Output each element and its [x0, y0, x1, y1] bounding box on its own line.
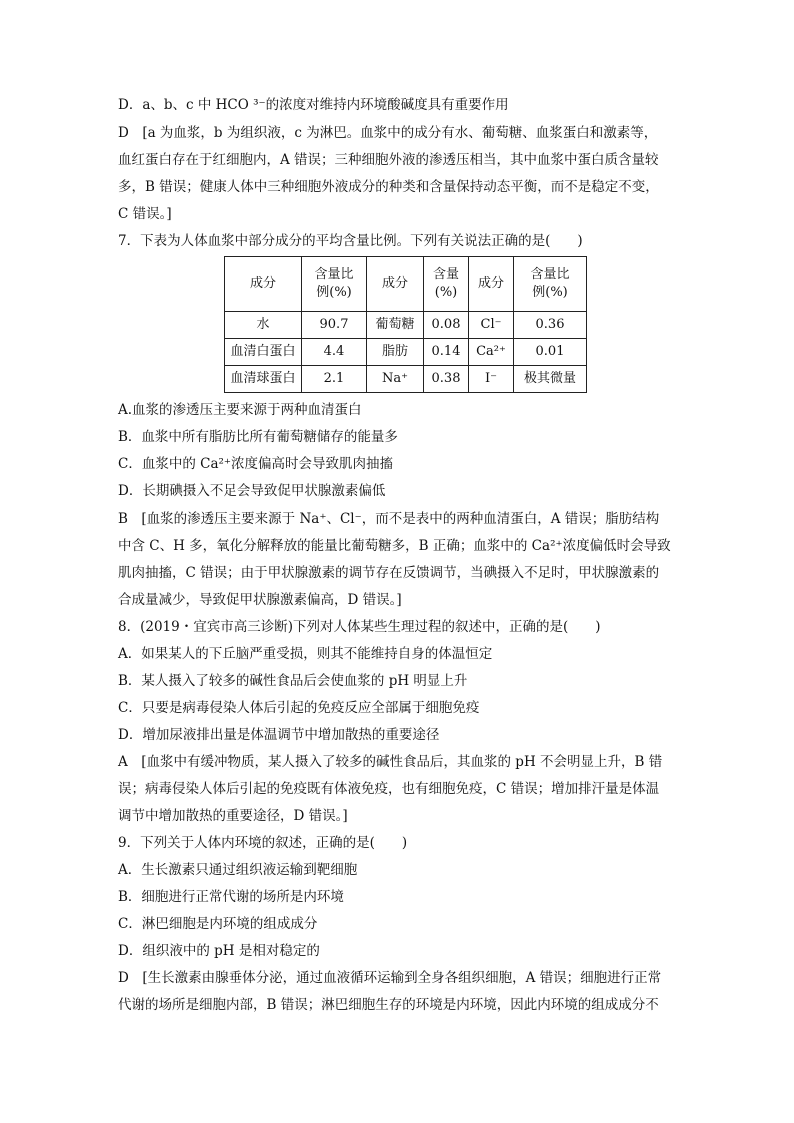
question-7: 7．下表为人体血浆中部分成分的平均含量比例。下列有关说法正确的是( ): [118, 233, 583, 249]
text-line: 多，B 错误；健康人体中三种细胞外液成分的种类和含量保持动态平衡，而不是稳定不变，: [118, 179, 659, 195]
answer-line: 代谢的场所是细胞内部，B 错误；淋巴细胞生存的环境是内环境，因此内环境的组成成分不: [118, 997, 659, 1013]
table-header-cell: 含量 (%): [424, 257, 469, 312]
plasma-composition-table: [224, 256, 587, 393]
table-header-cell: 成分: [367, 257, 424, 312]
table-header-row: [225, 257, 587, 312]
table-cell: 0.08: [424, 312, 469, 339]
answer-line: 肌肉抽搐，C 错误；由于甲状腺激素的调节存在反馈调节，当碘摄入不足时，甲状腺激素的: [118, 565, 660, 581]
table-row: [225, 366, 587, 393]
option-line: C．淋巴细胞是内环境的组成成分: [118, 916, 318, 932]
option-line: A.血浆的渗透压主要来源于两种血清蛋白: [118, 402, 362, 418]
table-header-cell: 成分: [469, 257, 514, 312]
table-header-cell: 成分: [225, 257, 302, 312]
table-cell: 0.01: [514, 339, 587, 366]
table-header-cell: 含量比 例(%): [514, 257, 587, 312]
table-row: [225, 339, 587, 366]
table-cell: 0.36: [514, 312, 587, 339]
answer-line: 合成量减少，导致促甲状腺激素偏高，D 错误。]: [118, 592, 402, 608]
table-cell: 90.7: [302, 312, 367, 339]
question-9: 9．下列关于人体内环境的叙述，正确的是( ): [118, 835, 408, 851]
option-line: C．血浆中的 Ca²⁺浓度偏高时会导致肌肉抽搐: [118, 456, 394, 472]
option-line: A．如果某人的下丘脑严重受损，则其不能维持自身的体温恒定: [118, 646, 493, 662]
table-cell: 0.14: [424, 339, 469, 366]
table-cell: 极其微量: [514, 366, 587, 393]
table-cell: 血清白蛋白: [225, 339, 302, 366]
option-line: B．血浆中所有脂肪比所有葡萄糖储存的能量多: [118, 429, 398, 445]
option-line: D．组织液中的 pH 是相对稳定的: [118, 943, 320, 959]
table-cell: 4.4: [302, 339, 367, 366]
answer-line: D [生长激素由腺垂体分泌，通过血液循环运输到全身各组织细胞，A 错误；细胞进行正常: [118, 970, 662, 986]
table-row: [225, 312, 587, 339]
answer-line: A [血浆中有缓冲物质，某人摄入了较多的碱性食品后，其血浆的 pH 不会明显上升，B 错: [118, 754, 663, 770]
option-line: B．细胞进行正常代谢的场所是内环境: [118, 889, 344, 905]
table-cell: 血清球蛋白: [225, 366, 302, 393]
option-line: D．长期碘摄入不足会导致促甲状腺激素偏低: [118, 483, 386, 499]
option-line: A．生长激素只通过组织液运输到靶细胞: [118, 862, 358, 878]
table-cell: Cl⁻: [469, 312, 514, 339]
question-8: 8．(2019・宜宾市高三诊断)下列对人体某些生理过程的叙述中，正确的是( ): [118, 619, 601, 635]
table-cell: Na⁺: [367, 366, 424, 393]
table-cell: 葡萄糖: [367, 312, 424, 339]
table-cell: I⁻: [469, 366, 514, 393]
text-line: D．a、b、c 中 HCO ³⁻的浓度对维持内环境酸碱度具有重要作用: [118, 97, 509, 113]
option-line: B．某人摄入了较多的碱性食品后会使血浆的 pH 明显上升: [118, 673, 468, 689]
table-cell: 2.1: [302, 366, 367, 393]
text-line: 血红蛋白存在于红细胞内，A 错误；三种细胞外液的渗透压相当，其中血浆中蛋白质含量较: [118, 152, 659, 168]
answer-line: 调节中增加散热的重要途径，D 错误。]: [118, 808, 348, 824]
option-line: D．增加尿液排出量是体温调节中增加散热的重要途径: [118, 727, 440, 743]
text-line: D [a 为血浆，b 为组织液，c 为淋巴。血浆中的成分有水、葡萄糖、血浆蛋白和激素等，: [118, 125, 658, 141]
table-cell: Ca²⁺: [469, 339, 514, 366]
option-line: C．只要是病毒侵染人体后引起的免疫反应全部属于细胞免疫: [118, 700, 480, 716]
table-header-cell: 含量比 例(%): [302, 257, 367, 312]
table-cell: 脂肪: [367, 339, 424, 366]
table-cell: 0.38: [424, 366, 469, 393]
table-cell: 水: [225, 312, 302, 339]
answer-line: B [血浆的渗透压主要来源于 Na⁺、Cl⁻，而不是表中的两种血清蛋白，A 错误；脂肪结构: [118, 511, 660, 527]
text-line: C 错误。]: [118, 206, 172, 222]
answer-line: 误；病毒侵染人体后引起的免疫既有体液免疫，也有细胞免疫，C 错误；增加排汗量是体温: [118, 781, 660, 797]
answer-line: 中含 C、H 多，氧化分解释放的能量比葡萄糖多，B 正确；血浆中的 Ca²⁺浓度偏低时会导致: [118, 538, 671, 554]
